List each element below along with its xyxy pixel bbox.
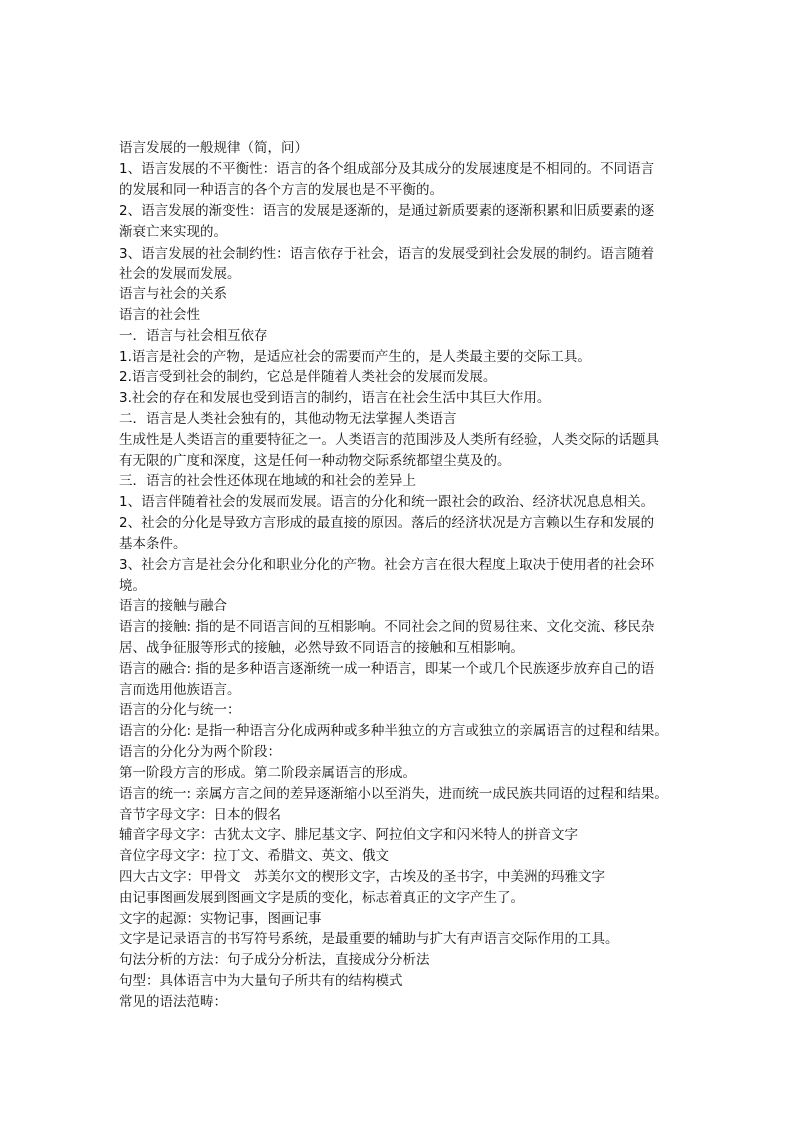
text-line: 有无限的广度和深度，这是任何一种动物交际系统都望尘莫及的。 xyxy=(119,453,511,469)
text-line: 1、语言发展的不平衡性：语言的各个组成部分及其成分的发展速度是不相同的。不同语言 xyxy=(119,161,655,177)
text-line: 四大古文字：甲骨文 苏美尔文的楔形文字，古埃及的圣书字，中美洲的玛雅文字 xyxy=(119,869,605,885)
text-line: 第一阶段方言的形成。第二阶段亲属语言的形成。 xyxy=(119,765,416,781)
text-line: 一．语言与社会相互依存 xyxy=(119,328,268,344)
text-line: 境。 xyxy=(119,578,146,594)
text-line: 常见的语法范畴： xyxy=(119,994,227,1010)
text-line: 语言的分化: 是指一种语言分化成两种或多种半独立的方言或独立的亲属语言的过程和结果。 xyxy=(119,723,668,739)
text-line: 3、社会方言是社会分化和职业分化的产物。社会方言在很大程度上取决于使用者的社会环 xyxy=(119,557,655,573)
text-line: 渐衰亡来实现的。 xyxy=(119,224,227,240)
text-line: 基本条件。 xyxy=(119,536,187,552)
text-line: 语言的接触与融合 xyxy=(119,598,227,614)
text-line: 音位字母文字：拉丁文、希腊文、英文、俄文 xyxy=(119,848,389,864)
text-line: 生成性是人类语言的重要特征之一。人类语言的范围涉及人类所有经验，人类交际的话题具 xyxy=(119,432,659,448)
text-line: 2、语言发展的渐变性：语言的发展是逐渐的，是通过新质要素的逐渐积累和旧质要素的逐 xyxy=(119,203,655,219)
text-line: 3、语言发展的社会制约性：语言依存于社会，语言的发展受到社会发展的制约。语言随着 xyxy=(119,246,655,262)
text-line: 三．语言的社会性还体现在地域的和社会的差异上 xyxy=(119,473,416,489)
text-line: 语言的分化与统一： xyxy=(119,702,241,718)
text-line: 语言的统一: 亲属方言之间的差异逐渐缩小以至消失，进而统一成民族共同语的过程和结果。 xyxy=(119,786,668,802)
text-line: 1、语言伴随着社会的发展而发展。语言的分化和统一跟社会的政治、经济状况息息相关。 xyxy=(119,494,655,510)
text-line: 二．语言是人类社会独有的，其他动物无法掌握人类语言 xyxy=(119,411,457,427)
text-line: 语言发展的一般规律（简，问） xyxy=(119,140,308,156)
text-line: 语言与社会的关系 xyxy=(119,286,227,302)
text-line: 的发展和同一种语言的各个方言的发展也是不平衡的。 xyxy=(119,182,443,198)
text-line: 语言的融合: 指的是多种语言逐渐统一成一种语言，即某一个或几个民族逐步放弃自己的语 xyxy=(119,661,655,677)
text-line: 1.语言是社会的产物，是适应社会的需要而产生的，是人类最主要的交际工具。 xyxy=(119,349,591,365)
text-line: 2、社会的分化是导致方言形成的最直接的原因。落后的经济状况是方言赖以生存和发展的 xyxy=(119,515,655,531)
text-line: 居、战争征服等形式的接触，必然导致不同语言的接触和互相影响。 xyxy=(119,640,524,656)
text-line: 语言的接触: 指的是不同语言间的互相影响。不同社会之间的贸易往来、文化交流、移民杂 xyxy=(119,619,655,635)
text-line: 句型：具体语言中为大量句子所共有的结构模式 xyxy=(119,973,403,989)
text-line: 文字的起源：实物记事，图画记事 xyxy=(119,911,322,927)
text-line: 文字是记录语言的书写符号系统，是最重要的辅助与扩大有声语言交际作用的工具。 xyxy=(119,931,619,947)
text-line: 句法分析的方法：句子成分分析法，直接成分分析法 xyxy=(119,952,430,968)
text-line: 社会的发展而发展。 xyxy=(119,266,241,282)
text-line: 语言的社会性 xyxy=(119,307,200,323)
text-line: 言而选用他族语言。 xyxy=(119,682,241,698)
text-line: 语言的分化分为两个阶段： xyxy=(119,744,281,760)
text-line: 辅音字母文字：古犹太文字、腓尼基文字、阿拉伯文字和闪米特人的拼音文字 xyxy=(119,827,578,843)
text-line: 3.社会的存在和发展也受到语言的制约，语言在社会生活中其巨大作用。 xyxy=(119,390,551,406)
text-line: 由记事图画发展到图画文字是质的变化，标志着真正的文字产生了。 xyxy=(119,890,524,906)
text-line: 音节字母文字：日本的假名 xyxy=(119,807,281,823)
text-line: 2.语言受到社会的制约，它总是伴随着人类社会的发展而发展。 xyxy=(119,369,497,385)
